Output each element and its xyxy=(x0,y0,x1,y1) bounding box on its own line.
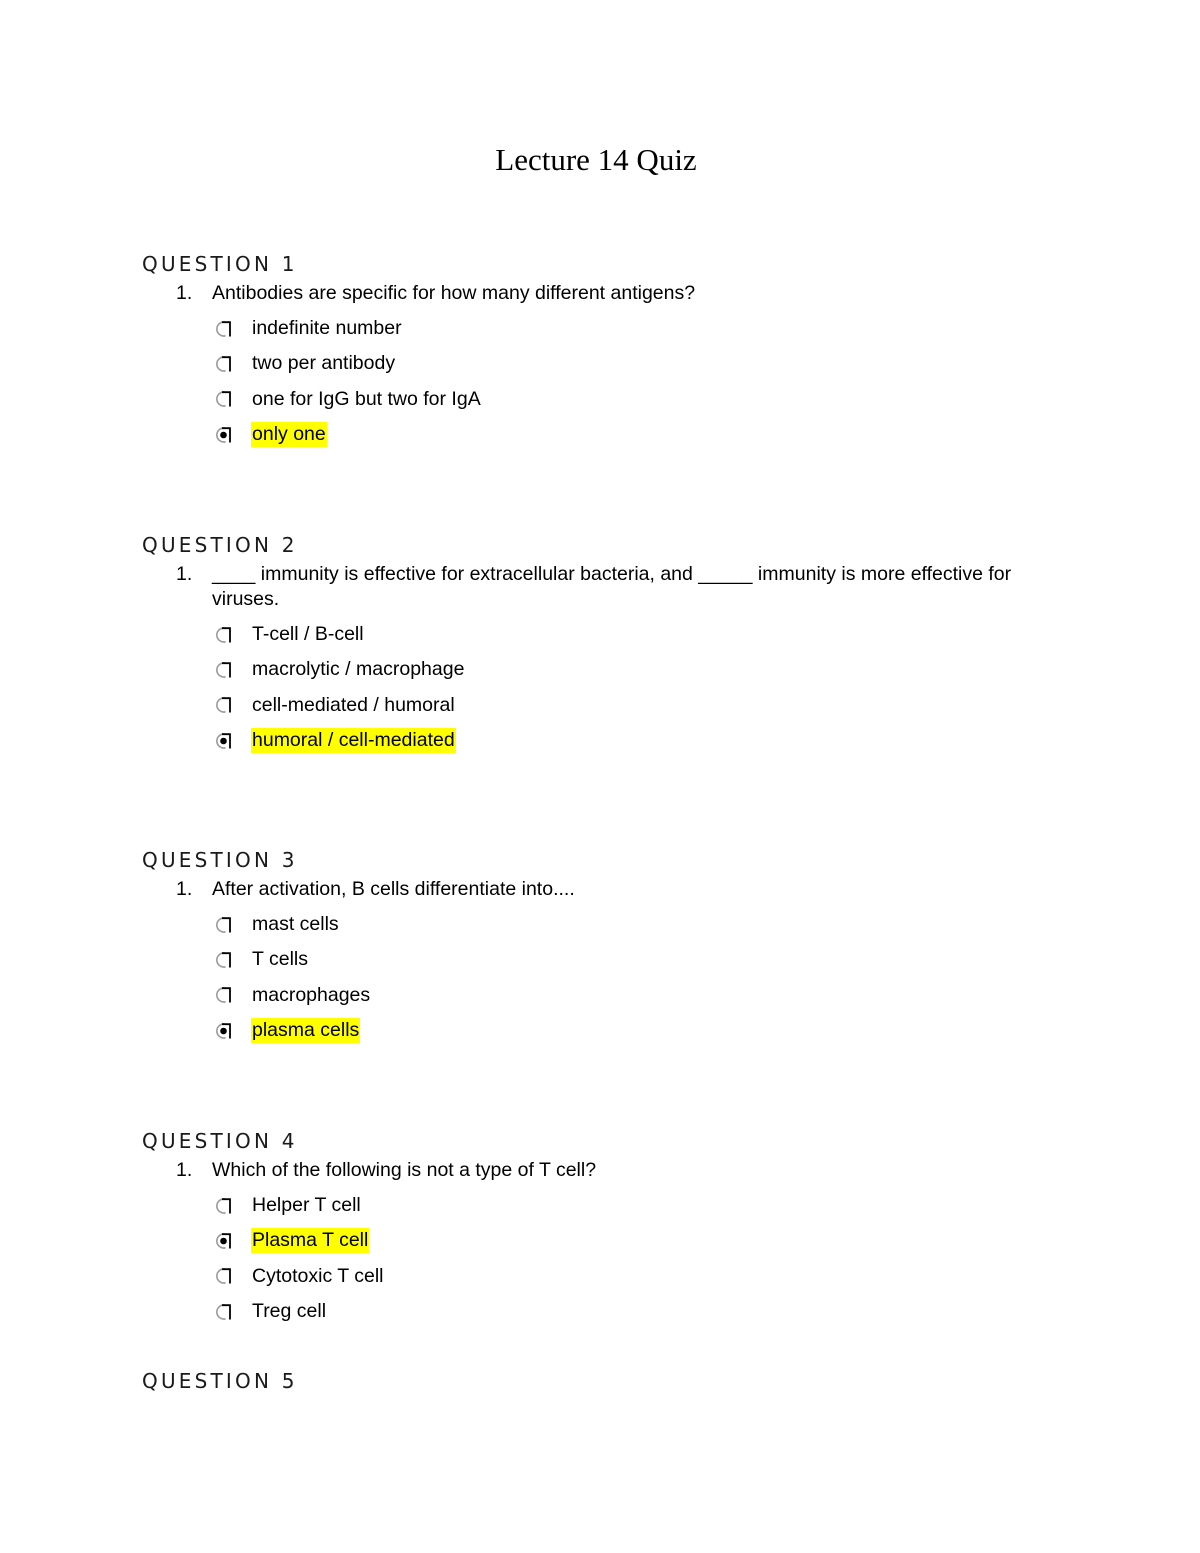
page-title: Lecture 14 Quiz xyxy=(495,142,697,177)
answer-option-label: T-cell / B-cell xyxy=(252,623,364,646)
radio-unchecked-icon[interactable] xyxy=(214,695,236,715)
question-text: Antibodies are specific for how many different antigens? xyxy=(212,282,696,304)
radio-unchecked-icon[interactable] xyxy=(214,625,236,645)
question-number: 1. xyxy=(176,282,193,304)
radio-checked-icon[interactable] xyxy=(214,1021,236,1041)
question-number: 1. xyxy=(176,878,193,900)
question-2 xyxy=(142,530,1042,758)
question-prompt xyxy=(142,1158,1042,1183)
radio-unchecked-icon[interactable] xyxy=(214,660,236,680)
answer-option-label: humoral / cell-mediated xyxy=(252,729,455,752)
question-heading: QUESTION 3 xyxy=(142,848,298,872)
answer-option[interactable] xyxy=(214,1223,1042,1258)
answer-options xyxy=(142,617,1042,758)
question-number: 1. xyxy=(176,563,193,585)
radio-unchecked-icon[interactable] xyxy=(214,1196,236,1216)
answer-option-label: Helper T cell xyxy=(252,1194,361,1217)
radio-unchecked-icon[interactable] xyxy=(214,950,236,970)
answer-option-label: macrophages xyxy=(252,983,371,1006)
question-heading: QUESTION 2 xyxy=(142,533,298,557)
answer-option-label: one for IgG but two for IgA xyxy=(252,387,481,410)
answer-options xyxy=(142,1188,1042,1329)
question-prompt xyxy=(142,281,1042,306)
answer-option[interactable] xyxy=(214,652,1042,687)
answer-options xyxy=(142,907,1042,1048)
answer-option-label: only one xyxy=(252,423,326,446)
question-text: Which of the following is not a type of T cell? xyxy=(212,1159,597,1181)
answer-option-label: indefinite number xyxy=(252,317,402,340)
question-number: 1. xyxy=(176,1159,193,1181)
answer-option-label: T cells xyxy=(252,948,308,971)
question-4 xyxy=(142,1126,1042,1329)
radio-checked-icon[interactable] xyxy=(214,731,236,751)
answer-option[interactable] xyxy=(214,907,1042,942)
question-prompt xyxy=(142,877,1042,902)
answer-option[interactable] xyxy=(214,1259,1042,1294)
answer-option[interactable] xyxy=(214,617,1042,652)
answer-option-label: Cytotoxic T cell xyxy=(252,1264,384,1287)
answer-options xyxy=(142,311,1042,452)
question-3 xyxy=(142,845,1042,1048)
radio-unchecked-icon[interactable] xyxy=(214,1266,236,1286)
answer-option-label: plasma cells xyxy=(252,1019,360,1042)
question-text: ____ immunity is effective for extracellular bacteria, and _____ immunity is more effective for viruses. xyxy=(212,563,1012,610)
radio-unchecked-icon[interactable] xyxy=(214,389,236,409)
radio-unchecked-icon[interactable] xyxy=(214,354,236,374)
answer-option[interactable] xyxy=(214,311,1042,346)
question-heading: QUESTION 1 xyxy=(142,252,298,276)
answer-option-label: cell-mediated / humoral xyxy=(252,693,455,716)
question-prompt xyxy=(142,562,1042,612)
question-heading: QUESTION 4 xyxy=(142,1129,298,1153)
answer-option[interactable] xyxy=(214,417,1042,452)
answer-option[interactable] xyxy=(214,346,1042,381)
answer-option[interactable] xyxy=(214,942,1042,977)
answer-option[interactable] xyxy=(214,688,1042,723)
radio-unchecked-icon[interactable] xyxy=(214,915,236,935)
answer-option[interactable] xyxy=(214,1188,1042,1223)
answer-option-label: Plasma T cell xyxy=(252,1229,369,1252)
radio-checked-icon[interactable] xyxy=(214,425,236,445)
answer-option-label: Treg cell xyxy=(252,1300,327,1323)
question-5 xyxy=(142,1366,1042,1396)
question-text: After activation, B cells differentiate into.... xyxy=(212,878,575,900)
question-1 xyxy=(142,249,1042,452)
radio-unchecked-icon[interactable] xyxy=(214,319,236,339)
answer-option-label: two per antibody xyxy=(252,352,396,375)
answer-option[interactable] xyxy=(214,1013,1042,1048)
answer-option[interactable] xyxy=(214,1294,1042,1329)
answer-option-label: macrolytic / macrophage xyxy=(252,658,465,681)
radio-checked-icon[interactable] xyxy=(214,1231,236,1251)
answer-option[interactable] xyxy=(214,723,1042,758)
answer-option[interactable] xyxy=(214,978,1042,1013)
radio-unchecked-icon[interactable] xyxy=(214,985,236,1005)
radio-unchecked-icon[interactable] xyxy=(214,1302,236,1322)
answer-option-label: mast cells xyxy=(252,913,339,936)
answer-option[interactable] xyxy=(214,382,1042,417)
question-heading: QUESTION 5 xyxy=(142,1369,298,1393)
